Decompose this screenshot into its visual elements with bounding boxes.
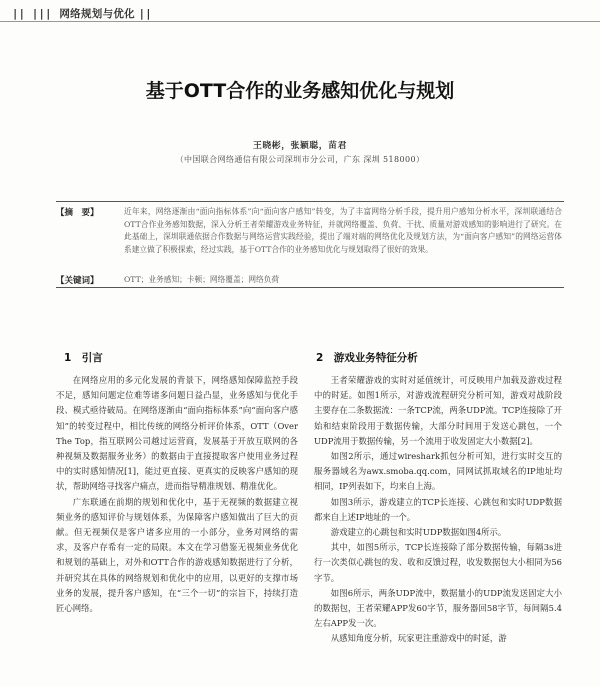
paragraph: 如图2所示，通过wireshark抓包分析可知，进行实时交互的服务器域名为awx.smoba.qq.com，同网试抓取域名的IP地址均相同，IP列表如下，均来自上海。 [314,451,562,492]
paragraph: 如图6所示，两条UDP流中，数据量小的UDP流发送固定大小的数据包，王者荣耀APP发60字节，服务器回58字节，每间隔5.4左右APP发一次。 [314,587,562,629]
header-rule [0,21,600,22]
header-bars-icon: || ||| [12,8,52,20]
paragraph: 广东联通在前期的规划和优化中，基于无视频的数据建立视频业务的感知评价与规划体系，为保障客户感知做出了巨大的贡献。但无视频仅是客户诸多应用的一小部分，业务对网络的需求，及客户存希有一定的局限。本文在学习借鉴无视频业务优化和规划的基础上，对外和OTT合作的游戏感知数据进行了分析，并研究其在具体的网络规划和优化中的应用，以更好的支撑市场业务的发展，提升客户感知，在“三个一切”的宗旨下，持续打造匠心网络。 [56,496,298,614]
column-right [314,373,562,647]
paragraph: 王者荣耀游戏的实时对延值统计，可反映用户加载及游戏过程中的时延。如图1所示，对游戏流程研究分析可知，游戏对战阶段主要存在二条数据流：一条TCP流，两条UDP流。TCP连接除了开始和结束阶段用于数据传输，大部分时间用于发送心跳包，一个UDP流用于数据传输，另一个流用于收发固定大小数据[2]。 [314,375,562,446]
header-end-bars-icon: || [138,8,152,20]
abstract-top-rule [56,201,564,202]
column-left [56,373,298,616]
article-title: 基于OTT合作的业务感知优化与规划 [145,80,455,102]
paragraph: 从感知角度分析，玩家更注重游戏中的时延，游 [330,633,507,644]
paragraph: 如图3所示，游戏建立的TCP长连接、心跳包和实时UDP数据都来自上述IP地址的一个。 [314,496,562,522]
abstract-text: 近年来，网络逐渐由“面向指标体系”向“面向客户感知”转变，为了丰富网络分析手段，提升用户感知分析水平，深圳联通结合OTT合作业务感知数据，深入分析王者荣耀游戏业务特征，并就网络覆盖、负荷、干扰、质量对游戏感知的影响进行了研究。在此基础上，深圳联通依据合作数据与网络运营实践经验，提出了端对端的网络优化及规划方法，为“面向客户感知”的网络运营体系建立做了积极探索，经过实践，基于OTT合作的业务感知优化与规划取得了很好的效果。 [124,207,562,254]
keywords-text: OTT；业务感知；卡顿；网络覆盖；网络负荷 [124,275,280,284]
section-heading-intro: 1 引言 [64,352,103,364]
abstract-label: 【摘 要】 [56,208,99,218]
journal-section-title: 网络规划与优化 [59,8,135,20]
paragraph: 在网络应用的多元化发展的背景下，网络感知保障监控手段不足，感知问题定位难等诸多问题日益凸显，业务感知与优化手段、模式亟待破局。在网络逐渐由“面向指标体系”向“面向客户感知”的转变过程中，相比传统的网络分析评价体系，OTT（Over The Top，指互联网公司越过运营商，发展基于开放互联网的各种视频及数据服务业务）的数据由于直接提取客户使用业务过程中的实时感知情况[1]，能过更直接、更真实的反映客户感知的现状，帮助网络寻找客户痛点，进而指导精准规划、精准优化。 [56,375,298,492]
paragraph: 游戏建立的心跳包和实时UDP数据如图4所示。 [330,527,507,538]
journal-header [12,6,156,21]
article-authors: 王晓彬，张颖聪，苗君 [253,141,347,151]
abstract-bottom-rule [56,287,564,288]
article-affiliation: （中国联合网络通信有限公司深圳市分公司，广东 深圳 518000） [175,155,425,164]
keywords-label: 【关键词】 [56,276,99,286]
section-heading-game-analysis: 2 游戏业务特征分析 [316,352,418,364]
paragraph: 其中，如图5所示，TCP长连接除了部分数据传输，每隔3s进行一次类似心跳包的发、收和反馈过程，收发数据包大小相同为56字节。 [314,542,562,583]
